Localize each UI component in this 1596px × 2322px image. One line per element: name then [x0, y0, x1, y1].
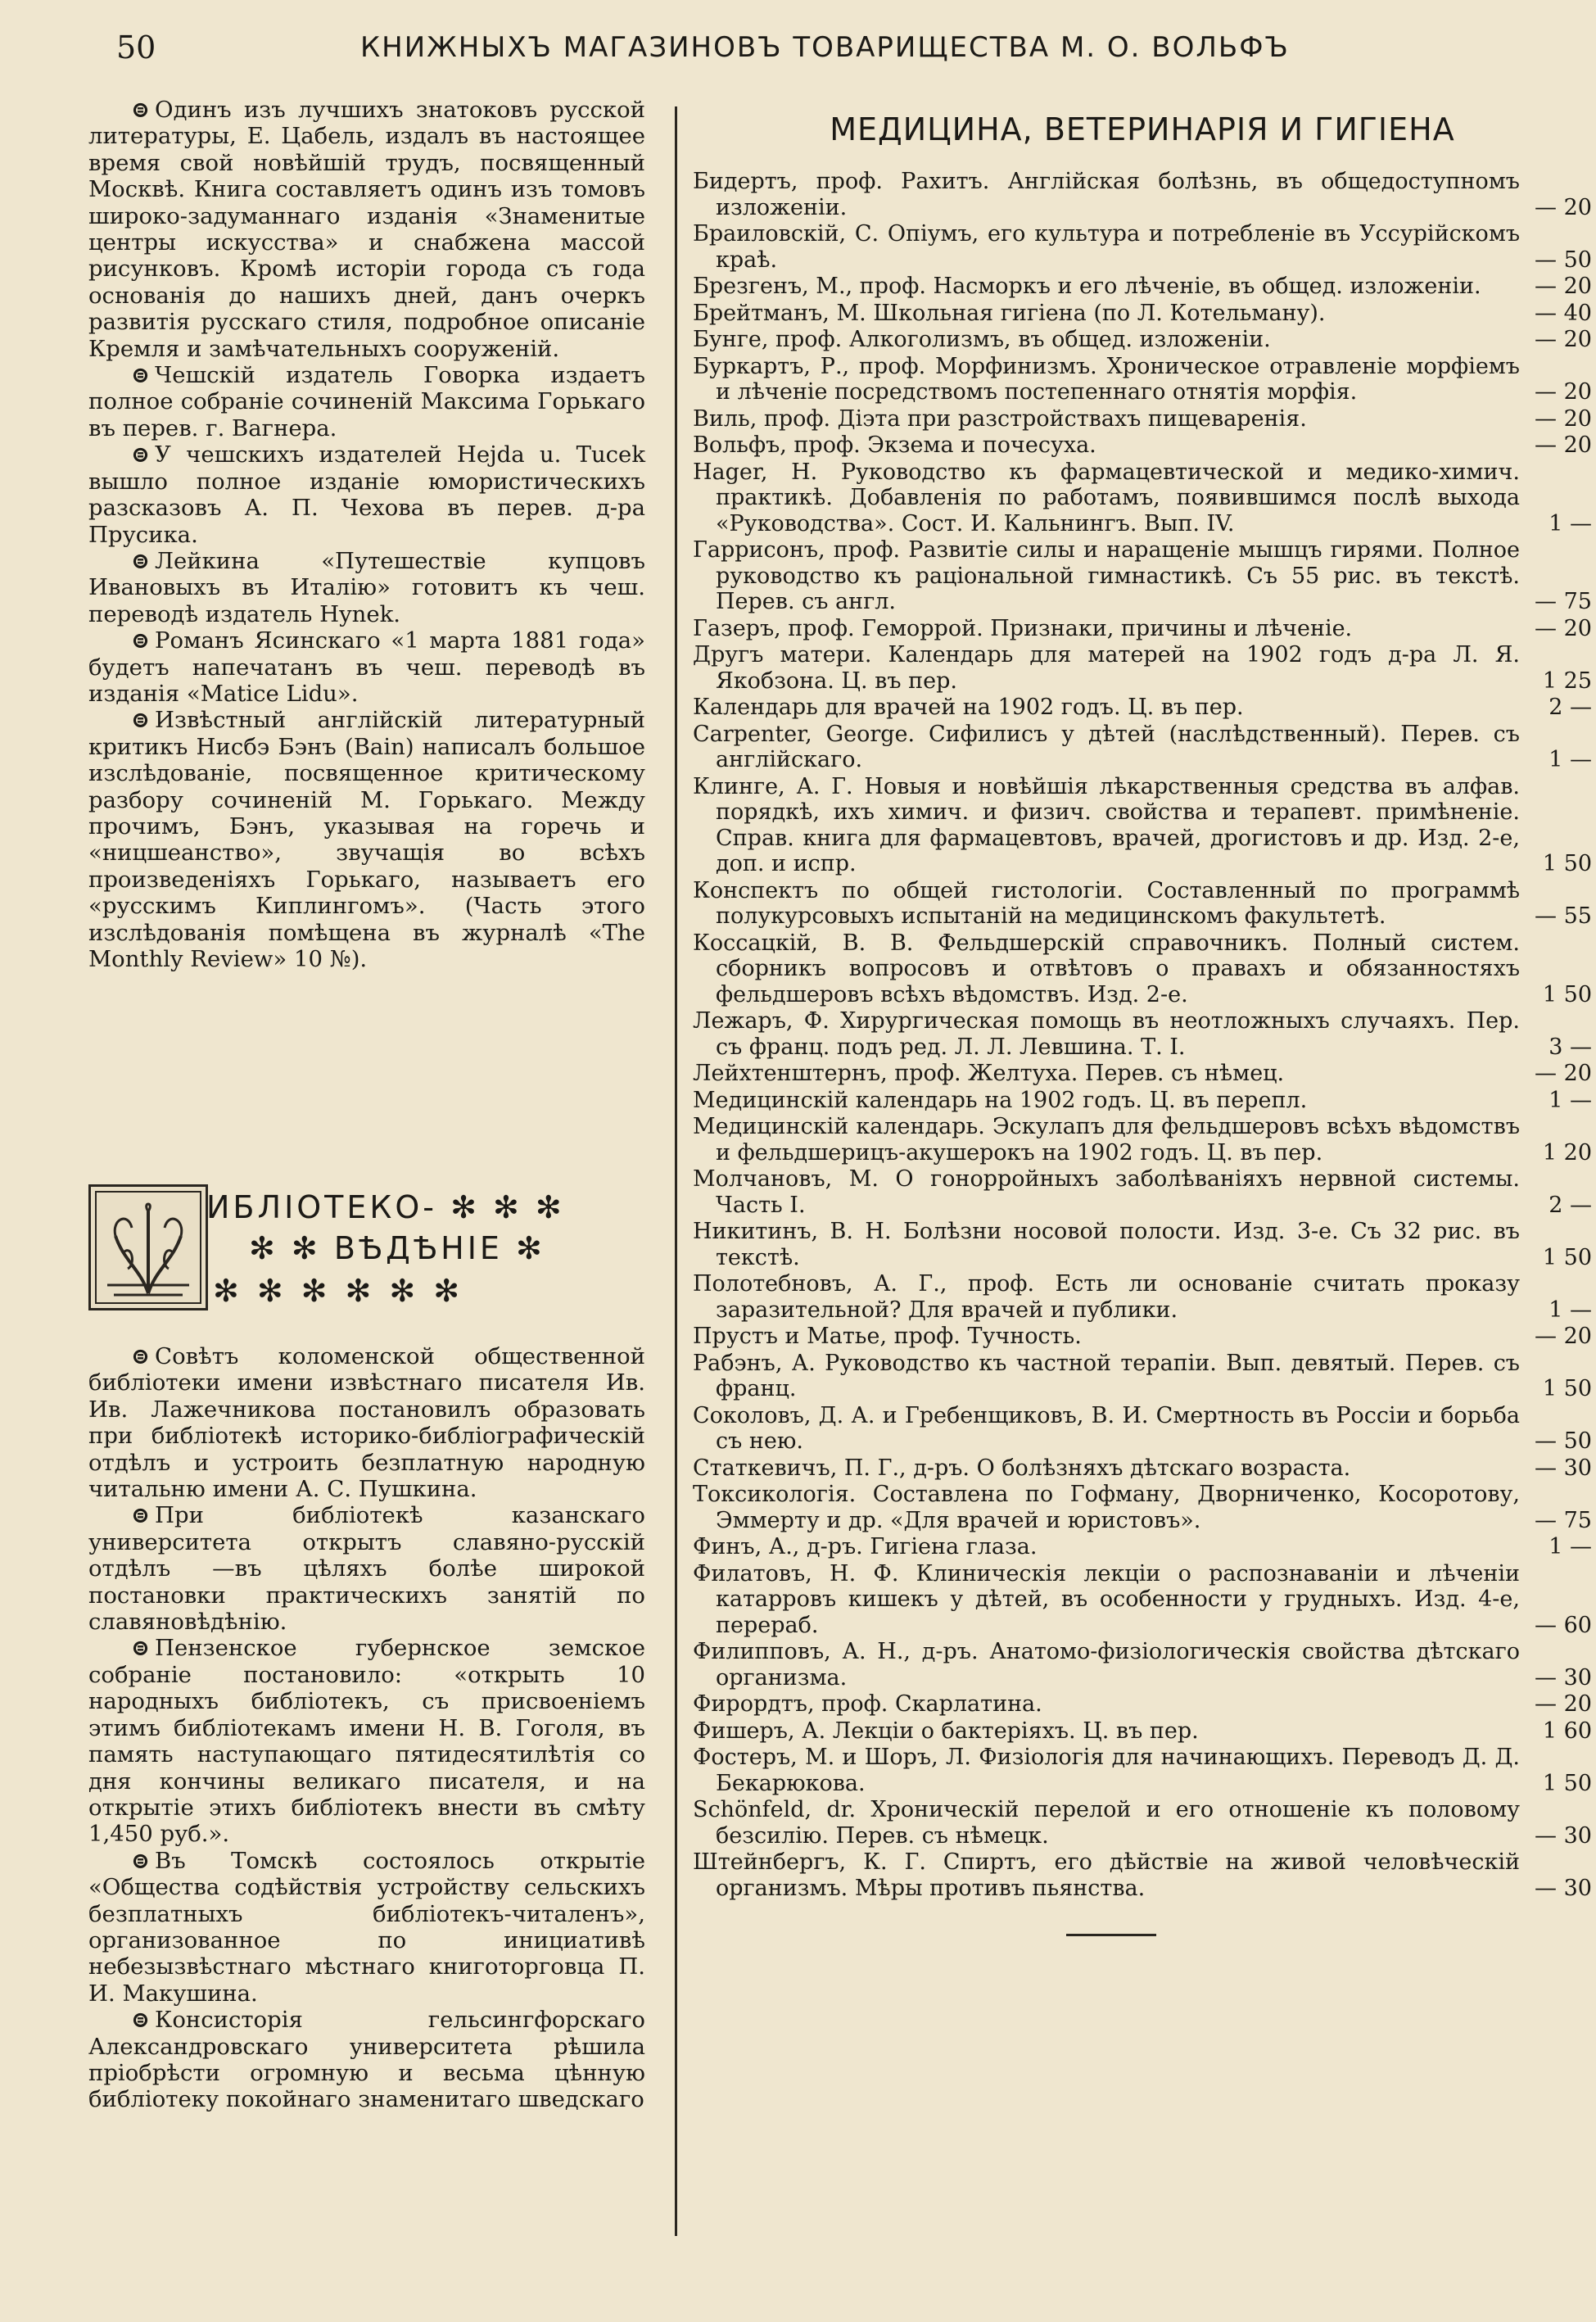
entry-title: Вольфъ, проф. Экзема и почесуха. — [693, 432, 1096, 458]
entry-title: Календарь для врачей на 1902 годъ. Ц. въ пер. — [693, 695, 1244, 720]
entry-title: Браиловскій, С. Опіумъ, его культура и потребленіе въ Уссурійскомъ краѣ. — [693, 221, 1520, 273]
catalog-entry — [693, 1166, 1592, 1218]
entry-price: 1 25 — [1542, 668, 1592, 694]
page-header — [0, 23, 1596, 72]
entry-price: 1 — — [1549, 1534, 1592, 1559]
entry-price: 3 — — [1549, 1034, 1592, 1060]
catalog-entry — [693, 1324, 1592, 1350]
catalog-entry — [693, 432, 1592, 459]
catalog-entry — [693, 878, 1592, 930]
entry-title: Финъ, А., д-ръ. Гигіена глаза. — [693, 1534, 1038, 1559]
bullet-icon: ⊜ — [131, 1847, 151, 1874]
catalog-entry — [693, 406, 1592, 432]
heading-line-3: ✻✻✻✻✻✻ — [213, 1273, 478, 1309]
catalog-entry — [693, 930, 1592, 1008]
left-column-library-news — [88, 1343, 645, 2113]
catalog-entry-list — [693, 169, 1592, 1901]
entry-title: Статкевичъ, П. Г., д-ръ. О болѣзняхъ дѣтскаго возраста. — [693, 1455, 1351, 1481]
entry-title: Клинге, А. Г. Новыя и новѣйшія лѣкарственныя средства въ алфав. порядкѣ, ихъ химич. и физич. свойства и терапевт. примѣненіе. Справ. книга для фармацевтовъ, врачей, дрогистовъ и др. Изд. 2-е, доп. и испр. — [693, 773, 1520, 876]
entry-price: 1 20 — [1542, 1139, 1592, 1166]
catalog-entry — [693, 1718, 1592, 1745]
entry-title: Коссацкій, В. В. Фельдшерскій справочникъ. Полный систем. сборникъ вопросовъ и отвѣтовъ о правахъ и обязанностяхъ фельдшеровъ всѣхъ вѣдомствъ. Изд. 2-е. — [693, 930, 1520, 1007]
entry-price: — 40 — [1535, 300, 1592, 326]
entry-title: Лейхтенштернъ, проф. Желтуха. Перев. съ нѣмец. — [693, 1061, 1285, 1086]
news-paragraph: ⊜ Извѣстный англійскій литературный критикъ Нисбэ Бэнъ (Bain) написалъ большое изслѣдованіе, посвященное критическому разбору сочиненій М. Горькаго. Между прочимъ, Бэнъ, указывая на горечь и «ницшеанство», звучащія во всѣхъ произведеніяхъ Горькаго, называетъ его «русскимъ Киплингомъ». (Часть этого изслѣдованія помѣщена въ журналѣ «The Monthly Review» 10 №). — [88, 707, 645, 972]
entry-price: 1 — — [1549, 747, 1592, 772]
entry-price: — 30 — [1535, 1875, 1592, 1901]
catalog-entry — [693, 1561, 1592, 1639]
entry-price: — 20 — [1535, 432, 1592, 458]
page-number: 50 — [116, 29, 156, 66]
catalog-entry — [693, 1639, 1592, 1691]
entry-title: Виль, проф. Діэта при разстройствахъ пищеваренія. — [693, 405, 1307, 432]
entry-title: Schönfeld, dr. Хроническій перелой и его отношеніе къ половому безсилію. Перев. съ нѣмецк. — [693, 1797, 1520, 1849]
entry-title: Соколовъ, Д. А. и Гребенщиковъ, В. И. Смертность въ Россіи и борьба съ нею. — [693, 1402, 1520, 1454]
bullet-icon: ⊜ — [131, 547, 151, 574]
catalog-entry — [693, 274, 1592, 300]
entry-price: — 20 — [1535, 1691, 1592, 1717]
entry-price: 1 60 — [1542, 1718, 1592, 1744]
entry-title: Филатовъ, Н. Ф. Клиническія лекціи о распознаваніи и лѣченіи катарровъ кишекъ у дѣтей, въ особенности у грудныхъ. Изд. 4-е, перераб. — [693, 1560, 1520, 1638]
catalog-entry — [693, 354, 1592, 405]
catalog-entry — [693, 1797, 1592, 1849]
catalog-entry — [693, 1745, 1592, 1796]
entry-title: Гаррисонъ, проф. Развитіе силы и наращеніе мышцъ гирями. Полное руководство къ раціональной гимнастикѣ. Съ 55 рис. въ текстѣ. Перев. съ англ. — [693, 537, 1520, 614]
entry-price: — 60 — [1535, 1612, 1592, 1638]
entry-price: — 75 — [1535, 1507, 1592, 1533]
column-divider — [675, 106, 677, 2236]
entry-title: Токсикологія. Составлена по Гофману, Дворниченко, Косоротову, Эммерту и др. «Для врачей и юристовъ». — [693, 1482, 1520, 1533]
entry-title: Газеръ, проф. Геморрой. Признаки, причины и лѣченіе. — [693, 615, 1353, 641]
entry-title: Никитинъ, В. Н. Болѣзни носовой полости. Изд. 3-е. Съ 32 рис. въ текстѣ. — [693, 1219, 1520, 1270]
news-paragraph: ⊜ Лейкина «Путешествіе купцовъ Ивановыхъ въ Италію» готовитъ къ чеш. переводѣ издатель Hynek. — [88, 547, 645, 627]
catalog-entry — [693, 1403, 1592, 1455]
entry-price: — 20 — [1535, 1324, 1592, 1349]
bullet-icon: ⊜ — [131, 1635, 151, 1662]
entry-price: — 30 — [1535, 1664, 1592, 1691]
entry-price: 1 50 — [1542, 1770, 1592, 1796]
bullet-icon: ⊜ — [131, 707, 151, 734]
entry-price: 1 50 — [1542, 981, 1592, 1007]
entry-title: Прустъ и Матье, проф. Тучность. — [693, 1324, 1082, 1349]
entry-title: Рабэнъ, А. Руководство къ частной терапіи. Вып. девятый. Перев. съ франц. — [693, 1350, 1520, 1401]
entry-title: Бидертъ, проф. Рахитъ. Англійская болѣзнь, въ общедоступномъ изложеніи. — [693, 169, 1520, 220]
section-heading-library-science — [88, 1184, 645, 1328]
bullet-icon: ⊜ — [131, 627, 151, 654]
news-paragraph: ⊜ Чешскій издатель Говорка издаетъ полное собраніе сочиненій Максима Горькаго въ перев. г. Вагнера. — [88, 362, 645, 441]
entry-price: — 20 — [1535, 405, 1592, 432]
catalog-entry — [693, 169, 1592, 220]
entry-title: Другъ матери. Календарь для матерей на 1902 годъ д-ра Л. Я. Якобзона. Ц. въ пер. — [693, 642, 1520, 694]
entry-price: — 55 — [1535, 903, 1592, 929]
news-paragraph: ⊜ Романъ Ясинскаго «1 марта 1881 года» будетъ напечатанъ въ чеш. переводѣ въ изданія «Matice Lidu». — [88, 627, 645, 707]
heading-line-1: ИБЛІОТЕКО- ✻ ✻ ✻ — [206, 1189, 565, 1225]
catalog-entry — [693, 1351, 1592, 1402]
ornamental-initial-b-icon — [88, 1184, 208, 1310]
right-column-catalog — [693, 97, 1592, 1936]
news-paragraph: ⊜ Одинъ изъ лучшихъ знатоковъ русской литературы, Е. Цабель, издалъ въ настоящее время свой новѣйшій трудъ, посвященный Москвѣ. Книга составляетъ одинъ изъ томовъ широко-задуманнаго изданія «Знаменитые центры искусства» и снабжена массой рисунковъ. Кромѣ исторіи города съ года основанія до нашихъ дней, данъ очеркъ развитія русскаго стиля, подробное описаніе Кремля и замѣчательныхъ сооруженій. — [88, 97, 645, 362]
bullet-icon: ⊜ — [131, 1343, 151, 1369]
catalog-entry — [693, 616, 1592, 642]
catalog-entry — [693, 1849, 1592, 1901]
catalog-entry — [693, 722, 1592, 773]
entry-price: 2 — — [1549, 695, 1592, 720]
entry-price: — 30 — [1535, 1822, 1592, 1849]
entry-price: 1 50 — [1542, 851, 1592, 876]
library-paragraph: ⊜ При библіотекѣ казанскаго университета открытъ славяно-русскій отдѣлъ —въ цѣляхъ болѣе широкой постановки практическихъ занятій по славяновѣдѣнію. — [88, 1502, 645, 1636]
running-title: КНИЖНЫХЪ МАГАЗИНОВЪ ТОВАРИЩЕСТВА М. О. ВОЛЬФЪ — [360, 31, 1290, 64]
entry-price: — 30 — [1535, 1455, 1592, 1481]
entry-price: — 20 — [1535, 327, 1592, 352]
catalog-entry — [693, 1219, 1592, 1270]
entry-title: Буркартъ, Р., проф. Морфинизмъ. Хроническое отравленіе морфіемъ и лѣченіе посредствомъ постепеннаго отнятія морфія. — [693, 353, 1520, 405]
catalog-entry — [693, 1061, 1592, 1087]
entry-title: Молчановъ, М. О гонорройныхъ заболѣваніяхъ нервной системы. Часть I. — [693, 1166, 1520, 1218]
catalog-entry — [693, 1482, 1592, 1533]
entry-title: Фишеръ, А. Лекціи о бактеріяхъ. Ц. въ пер. — [693, 1718, 1199, 1744]
entry-title: Carpenter, George. Сифилисъ у дѣтей (наслѣдственный). Перев. съ англійскаго. — [693, 721, 1520, 772]
end-rule — [1066, 1934, 1156, 1936]
entry-price: 1 — — [1549, 1087, 1592, 1113]
catalog-entry — [693, 327, 1592, 353]
catalog-entry — [693, 1534, 1592, 1560]
entry-price: — 50 — [1535, 1428, 1592, 1454]
entry-price: — 20 — [1535, 1061, 1592, 1086]
catalog-entry — [693, 642, 1592, 694]
entry-title: Конспектъ по общей гистологіи. Составленный по программѣ полукурсовыхъ испытаній на медицинскомъ факультетѣ. — [693, 877, 1520, 929]
entry-price: — 50 — [1535, 247, 1592, 273]
catalog-entry — [693, 1455, 1592, 1482]
library-paragraph: ⊜ Въ Томскѣ состоялось открытіе «Общества содѣйствія устройству сельскихъ безплатныхъ библіотекъ-читаленъ», организованное по инициативѣ небезызвѣстнаго мѣстнаго книготорговца П. И. Макушина. — [88, 1847, 645, 2007]
catalog-entry — [693, 1088, 1592, 1114]
entry-price: — 75 — [1535, 589, 1592, 614]
entry-title: Фостеръ, М. и Шоръ, Л. Физіологія для начинающихъ. Переводъ Д. Д. Бекарюкова. — [693, 1745, 1520, 1796]
library-paragraph: ⊜ Совѣтъ коломенской общественной библіотеки имени извѣстнаго писателя Ив. Ив. Лажечникова постановилъ образовать при библіотекѣ историко-библіографическій отдѣлъ и устроить безплатную народную читальню имени А. С. Пушкина. — [88, 1343, 645, 1503]
catalog-entry — [693, 221, 1592, 273]
bullet-icon: ⊜ — [131, 362, 151, 389]
bullet-icon: ⊜ — [131, 441, 151, 468]
entry-price: — 20 — [1535, 274, 1592, 299]
entry-title: Брейтманъ, М. Школьная гигіена (по Л. Котельману). — [693, 300, 1326, 326]
left-column-news — [88, 97, 645, 972]
catalog-entry — [693, 695, 1592, 721]
entry-title: Бунге, проф. Алкоголизмъ, въ общед. изложеніи. — [693, 327, 1271, 352]
entry-title: Медицинскій календарь. Эскулапъ для фельдшеровъ всѣхъ вѣдомствъ и фельдшерицъ-акушерокъ на 1902 годъ. Ц. въ пер. — [693, 1114, 1520, 1166]
entry-price: — 20 — [1535, 615, 1592, 641]
news-paragraph: ⊜ У чешскихъ издателей Hejda u. Tucek вышло полное изданіе юмористическихъ разсказовъ А. П. Чехова въ перев. д-ра Прусика. — [88, 441, 645, 548]
entry-price: — 20 — [1535, 379, 1592, 405]
entry-price: 2 — — [1549, 1192, 1592, 1218]
catalog-entry — [693, 1691, 1592, 1718]
entry-title: Полотебновъ, А. Г., проф. Есть ли основаніе считать проказу заразительной? Для врачей и публики. — [693, 1271, 1520, 1323]
bullet-icon: ⊜ — [131, 1502, 151, 1529]
bullet-icon: ⊜ — [131, 2007, 151, 2034]
catalog-entry — [693, 1114, 1592, 1166]
heading-line-2: ✻ ✻ ВѢДѢНІЕ ✻ — [249, 1230, 545, 1266]
entry-title: Филипповъ, А. Н., д-ръ. Анатомо-физіологическія свойства дѣтскаго организма. — [693, 1639, 1520, 1691]
entry-price: — 20 — [1535, 194, 1592, 220]
entry-title: Штейнбергъ, К. Г. Спиртъ, его дѣйствіе на живой человѣческій организмъ. Мѣры противъ пьянства. — [693, 1849, 1520, 1901]
entry-price: 1 50 — [1542, 1244, 1592, 1270]
entry-title: Медицинскій календарь на 1902 годъ. Ц. въ перепл. — [693, 1087, 1308, 1113]
entry-title: Лежаръ, Ф. Хирургическая помощь въ неотложныхъ случаяхъ. Пер. съ франц. подъ ред. Л. Л. Левшина. Т. I. — [693, 1008, 1520, 1060]
entry-title: Фирордтъ, проф. Скарлатина. — [693, 1691, 1042, 1717]
catalog-entry — [693, 774, 1592, 877]
catalog-entry — [693, 459, 1592, 537]
entry-title: Hager, H. Руководство къ фармацевтической и медико-химич. практикѣ. Добавленія по работамъ, появившимся послѣ выхода «Руководства». Сост. И. Кальнингъ. Вып. IV. — [693, 459, 1520, 536]
library-paragraph: ⊜ Пензенское губернское земское собраніе постановило: «открыть 10 народныхъ библіотекъ, съ присвоеніемъ этимъ библіотекамъ имени Н. В. Гоголя, въ память наступающаго пятидесятилѣтія со дня кончины великаго писателя, и на открытіе этихъ библіотекъ внести въ смѣту 1,450 руб.». — [88, 1635, 645, 1848]
entry-title: Брезгенъ, М., проф. Насморкъ и его лѣченіе, въ общед. изложеніи. — [693, 274, 1481, 299]
bullet-icon: ⊜ — [131, 97, 151, 123]
section-title-medicine: МЕДИЦИНА, ВЕТЕРИНАРІЯ И ГИГІЕНА — [830, 111, 1455, 147]
entry-price: 1 50 — [1542, 1376, 1592, 1401]
catalog-entry — [693, 301, 1592, 327]
catalog-entry — [693, 1271, 1592, 1323]
entry-price: 1 — — [1549, 510, 1592, 536]
catalog-entry — [693, 1008, 1592, 1060]
library-paragraph: ⊜ Консисторія гельсингфорскаго Александровскаго университета рѣшила пріобрѣсти огромную и весьма цѣнную библіотеку покойнаго знаменитаго шведскаго — [88, 2007, 645, 2113]
entry-price: 1 — — [1549, 1297, 1592, 1323]
catalog-entry — [693, 537, 1592, 615]
